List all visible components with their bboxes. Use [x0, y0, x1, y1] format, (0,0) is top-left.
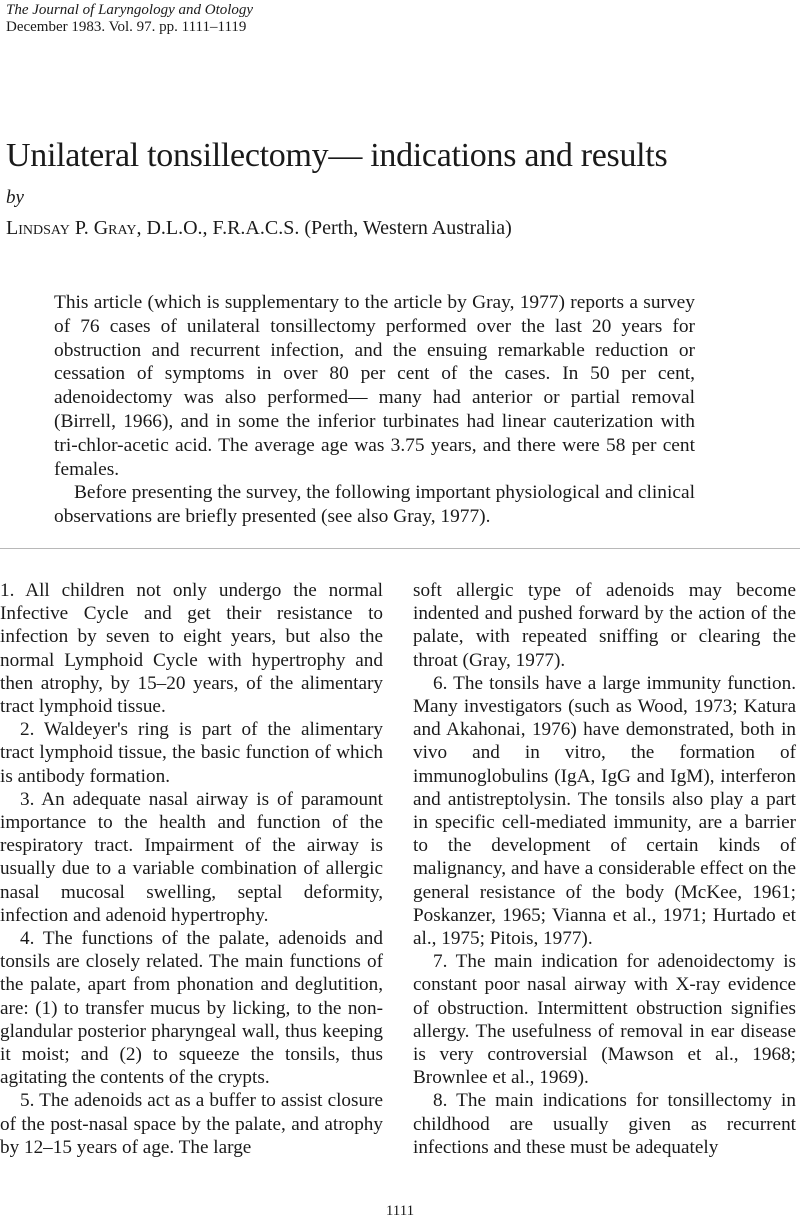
byline-label: by [6, 187, 24, 208]
body-item-5-continued: soft allergic type of adenoids may become indented and pushed forward by the action of the palate, with repeated sniffing or clearing the throat (Gray, 1977). [413, 580, 796, 671]
page-number: 1111 [385, 1203, 415, 1219]
body-item-2: 2. Waldeyer's ring is part of the alimentary tract lymphoid tissue, the basic function of which is antibody formation. [0, 719, 383, 787]
left-column [0, 579, 383, 1159]
body-item-3: 3. An adequate nasal airway is of paramount importance to the health and function of the respiratory tract. Impairment of the airway is usually due to a variable combination of allergic nasal mucosal swelling, septal deformity, infection and adenoid hypertrophy. [0, 788, 383, 926]
body-item-5: 5. The adenoids act as a buffer to assist closure of the post-nasal space by the palate, and atrophy by 12–15 years of age. The large [0, 1090, 383, 1158]
journal-header [6, 2, 253, 36]
author-line [6, 217, 512, 240]
journal-name: The Journal of Laryngology and Otology [6, 2, 254, 18]
body-item-4: 4. The functions of the palate, adenoids and tonsils are closely related. The main functions of the palate, apart from phonation and deglutition, are: (1) to transfer mucus by licking, to the non-glandular posterior pharyngeal wall, thus keeping it moist; and (2) to squeeze the tonsils, thus agitating the contents of the crypts. [0, 928, 383, 1089]
body-item-6: 6. The tonsils have a large immunity function. Many investigators (such as Wood, 1973; Katura and Akahonai, 1976) have demonstrated, both in vivo and in vitro, the formation of immunoglobulins (IgA, IgG and IgM), interferon and antistreptolysin. The tonsils also play a part in specific cell-mediated immunity, are a barrier to the development of certain kinds of malignancy, and have a considerable effect on the general resistance of the body (McKee, 1961; Poskanzer, 1965; Vianna et al., 1971; Hurtado et al., 1975; Pitois, 1977). [413, 672, 796, 950]
article-title: Unilateral tonsillectomy— indications and results [6, 137, 668, 174]
body-item-1: 1. All children not only undergo the normal Infective Cycle and get their resistance to infection by seven to eight years, but also the normal Lymphoid Cycle with hypertrophy and then atrophy, by 15–20 years, of the alimentary tract lymphoid tissue. [0, 580, 383, 718]
author-credentials: , D.L.O., F.R.A.C.S. (Perth, Western Australia) [136, 217, 512, 239]
journal-issue: December 1983. Vol. 97. pp. 1111–1119 [6, 19, 247, 35]
abstract-paragraph-2: Before presenting the survey, the following important physiological and clinical observations are briefly presented (see also Gray, 1977). [54, 482, 695, 528]
abstract-paragraph-1: This article (which is supplementary to the article by Gray, 1977) reports a survey of 76 cases of unilateral tonsillectomy performed over the last 20 years for obstruction and recurrent infection, and the ensuing remarkable reduction or cessation of symptoms in over 80 per cent of the cases. In 50 per cent, adenoidectomy was also performed— many had anterior or partial removal (Birrell, 1966), and in some the inferior turbinates had linear cauterization with tri-chlor-acetic acid. The average age was 3.75 years, and there were 58 per cent females. [54, 292, 695, 480]
body-item-8: 8. The main indications for tonsillectomy in childhood are usually given as recurrent infections and these must be adequately [413, 1090, 796, 1158]
author-name: Lindsay P. Gray [6, 217, 137, 239]
body-item-7: 7. The main indication for adenoidectomy is constant poor nasal airway with X-ray evidence of obstruction. Intermittent obstruction signifies allergy. The usefulness of removal in ear disease is very controversial (Mawson et al., 1968; Brownlee et al., 1969). [413, 951, 796, 1089]
section-divider [0, 548, 800, 549]
abstract [54, 291, 695, 529]
right-column [413, 579, 796, 1159]
